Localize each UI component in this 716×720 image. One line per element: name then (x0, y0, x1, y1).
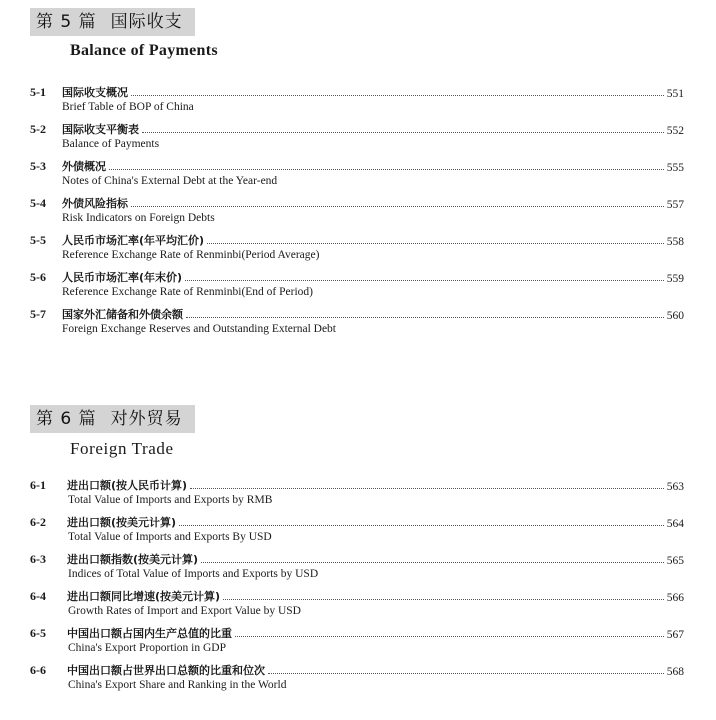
toc-entry-number: 6-6 (30, 663, 46, 677)
toc-entry-leader-dots (142, 131, 664, 133)
toc-entry-zh-title: 国际收支平衡表 (62, 123, 139, 136)
toc-entry[interactable] (0, 512, 716, 549)
toc-entry-leader-dots (109, 168, 664, 170)
toc-entry-zh-line (30, 586, 684, 604)
toc-entry-leader-dots (223, 598, 664, 600)
toc-entry-zh-line (30, 119, 684, 137)
toc-entry-number: 5-7 (30, 307, 46, 321)
toc-entry-page-number: 565 (666, 555, 684, 567)
part-6-header (30, 405, 195, 433)
toc-entry-page-number: 568 (666, 666, 684, 678)
toc-entry-page-number: 566 (666, 592, 684, 604)
part-6-entries (0, 475, 716, 697)
part-5-section (0, 8, 716, 335)
toc-entry-leader-dots (131, 94, 664, 96)
toc-entry[interactable] (0, 267, 716, 304)
toc-entry-zh-title: 人民币市场汇率(年末价) (62, 271, 183, 284)
toc-entry-en-title: Brief Table of BOP of China (62, 101, 194, 113)
part-5-entries (0, 82, 716, 341)
part-6-section (0, 405, 716, 691)
toc-entry-leader-dots (207, 242, 664, 244)
toc-entry-leader-dots (268, 672, 664, 674)
toc-entry[interactable] (0, 119, 716, 156)
part-5-label: 第 5 篇 (36, 12, 97, 32)
toc-entry-en-title: Total Value of Imports and Exports By USD (68, 531, 272, 543)
toc-entry-en-title: Reference Exchange Rate of Renminbi(End of Period) (62, 286, 313, 298)
toc-entry-leader-dots (190, 487, 664, 489)
toc-entry-en-title: Balance of Payments (62, 138, 160, 150)
toc-entry-en-title: China's Export Share and Ranking in the World (68, 679, 287, 691)
toc-entry[interactable] (0, 660, 716, 697)
toc-entry-page-number: 552 (666, 125, 684, 137)
toc-entry-zh-line (30, 549, 684, 567)
toc-entry-zh-title: 外债概况 (62, 160, 106, 173)
toc-entry-en-title: Foreign Exchange Reserves and Outstanding External Debt (62, 323, 337, 335)
toc-entry-leader-dots (235, 635, 664, 637)
toc-entry-page-number: 558 (666, 236, 684, 248)
toc-entry[interactable] (0, 230, 716, 267)
toc-entry-page-number: 551 (666, 88, 684, 100)
toc-entry-number: 6-5 (30, 626, 46, 640)
toc-entry[interactable] (0, 586, 716, 623)
toc-entry-leader-dots (185, 279, 664, 281)
toc-entry[interactable] (0, 193, 716, 230)
toc-entry-number: 6-1 (30, 478, 46, 492)
toc-entry-leader-dots (179, 524, 664, 526)
toc-entry-zh-line (30, 230, 684, 248)
toc-entry-number: 5-5 (30, 233, 46, 247)
toc-entry-page-number: 564 (666, 518, 684, 530)
toc-entry-page-number: 567 (666, 629, 684, 641)
toc-entry-zh-title: 人民币市场汇率(年平均汇价) (62, 234, 205, 247)
toc-entry-zh-line (30, 156, 684, 174)
part-6-english-title: Foreign Trade (70, 439, 174, 458)
toc-entry-zh-title: 进出口额(按美元计算) (67, 516, 177, 529)
toc-entry-zh-title: 进出口额同比增速(按美元计算) (67, 590, 221, 603)
toc-entry-zh-line (30, 304, 684, 322)
toc-entry-zh-line (30, 475, 684, 493)
toc-entry-en-title: Indices of Total Value of Imports and Exports by USD (68, 568, 319, 580)
part-5-english-title: Balance of Payments (70, 42, 218, 59)
toc-entry-number: 5-1 (30, 85, 46, 99)
toc-entry-zh-title: 国家外汇储备和外债余额 (62, 308, 183, 321)
toc-entry-leader-dots (186, 316, 664, 318)
part-5-title: 国际收支 (110, 12, 183, 32)
toc-entry[interactable] (0, 156, 716, 193)
toc-entry-number: 5-2 (30, 122, 46, 136)
toc-entry[interactable] (0, 82, 716, 119)
toc-entry-zh-line (30, 623, 684, 641)
toc-entry-zh-line (30, 512, 684, 530)
toc-entry-page-number: 563 (666, 481, 684, 493)
toc-entry-zh-title: 进出口额(按人民币计算) (67, 479, 188, 492)
part-6-label: 第 6 篇 (36, 409, 97, 429)
toc-entry-page-number: 560 (666, 310, 684, 322)
part-6-title: 对外贸易 (110, 409, 183, 429)
toc-entry-en-title: Growth Rates of Import and Export Value by USD (68, 605, 301, 617)
toc-entry-page-number: 557 (666, 199, 684, 211)
toc-entry-zh-line (30, 660, 684, 678)
toc-entry-number: 6-2 (30, 515, 46, 529)
toc-entry-en-title: China's Export Proportion in GDP (68, 642, 226, 654)
toc-entry-number: 6-4 (30, 589, 46, 603)
toc-entry-number: 6-3 (30, 552, 46, 566)
toc-entry-leader-dots (201, 561, 664, 563)
toc-entry-number: 5-3 (30, 159, 46, 173)
toc-entry-zh-title: 中国出口额占国内生产总值的比重 (67, 627, 232, 640)
toc-entry-zh-title: 外债风险指标 (62, 197, 128, 210)
toc-entry-page-number: 559 (666, 273, 684, 285)
toc-entry[interactable] (0, 549, 716, 586)
toc-entry-en-title: Reference Exchange Rate of Renminbi(Period Average) (62, 249, 320, 261)
toc-entry-zh-line (30, 193, 684, 211)
toc-entry-zh-line (30, 82, 684, 100)
toc-entry-zh-title: 中国出口额占世界出口总额的比重和位次 (67, 664, 265, 677)
toc-entry-page-number: 555 (666, 162, 684, 174)
part-5-header (30, 8, 195, 36)
toc-entry-leader-dots (131, 205, 664, 207)
toc-entry[interactable] (0, 475, 716, 512)
toc-entry-zh-title: 国际收支概况 (62, 86, 128, 99)
toc-entry[interactable] (0, 304, 716, 341)
toc-entry-en-title: Total Value of Imports and Exports by RMB (68, 494, 273, 506)
toc-entry-en-title: Risk Indicators on Foreign Debts (62, 212, 215, 224)
toc-entry-zh-line (30, 267, 684, 285)
toc-entry-number: 5-6 (30, 270, 46, 284)
toc-entry-zh-title: 进出口额指数(按美元计算) (67, 553, 199, 566)
toc-entry[interactable] (0, 623, 716, 660)
toc-entry-number: 5-4 (30, 196, 46, 210)
toc-entry-en-title: Notes of China's External Debt at the Year-end (62, 175, 278, 187)
